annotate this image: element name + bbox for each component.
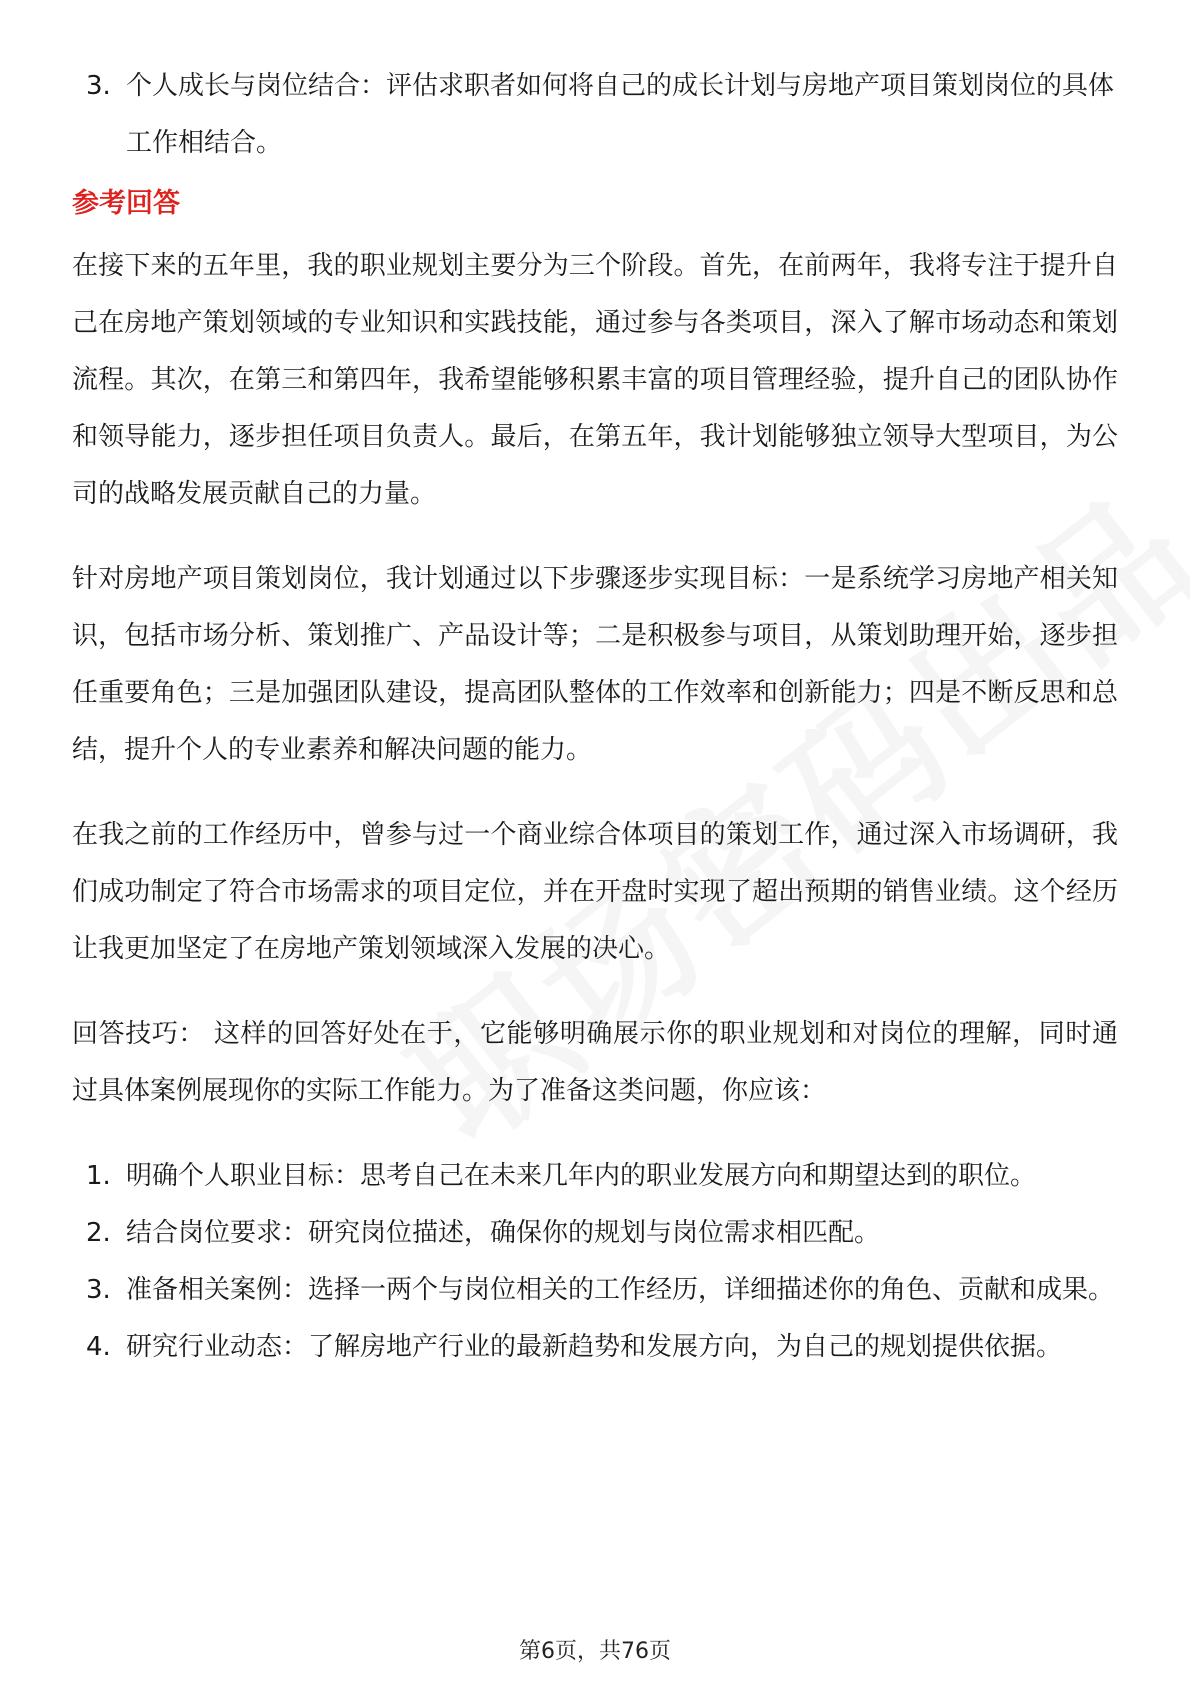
list-text: 明确个人职业目标：思考自己在未来几年内的职业发展方向和期望达到的职位。 — [126, 1161, 1037, 1191]
list-number: 3. — [86, 71, 111, 101]
tips-paragraph: 回答技巧： 这样的回答好处在于，它能够明确展示你的职业规划和对岗位的理解，同时通过具体案例展现你的实际工作能力。为了准备这类问题，你应该： — [72, 1019, 1118, 1106]
list-text: 准备相关案例：选择一两个与岗位相关的工作经历，详细描述你的角色、贡献和成果。 — [126, 1275, 1115, 1305]
answer-paragraph: 针对房地产项目策划岗位，我计划通过以下步骤逐步实现目标：一是系统学习房地产相关知识，包括市场分析、策划推广、产品设计等；二是积极参与项目，从策划助理开始，逐步担任重要角色；三是加强团队建设，提高团队整体的工作效率和创新能力；四是不断反思和总结，提升个人的专业素养和解决问题的能力。 — [72, 564, 1118, 765]
tips-list — [72, 1148, 1118, 1376]
page-content — [72, 58, 1118, 1376]
list-item — [72, 1262, 1118, 1319]
list-item — [72, 1148, 1118, 1205]
section-heading: 参考回答 — [72, 188, 180, 219]
answer-paragraph: 在接下来的五年里，我的职业规划主要分为三个阶段。首先，在前两年，我将专注于提升自己在房地产策划领域的专业知识和实践技能，通过参与各类项目，深入了解市场动态和策划流程。其次，在第三和第四年，我希望能够积累丰富的项目管理经验，提升自己的团队协作和领导能力，逐步担任项目负责人。最后，在第五年，我计划能够独立领导大型项目，为公司的战略发展贡献自己的力量。 — [72, 251, 1118, 509]
criteria-list — [72, 58, 1118, 172]
list-item — [72, 1205, 1118, 1262]
list-number: 1. — [86, 1161, 111, 1191]
list-text: 结合岗位要求：研究岗位描述，确保你的规划与岗位需求相匹配。 — [126, 1218, 881, 1248]
list-item — [72, 1319, 1118, 1376]
list-text: 个人成长与岗位结合：评估求职者如何将自己的成长计划与房地产项目策划岗位的具体工作相结合。 — [126, 71, 1115, 158]
list-number: 4. — [86, 1332, 111, 1362]
list-number: 3. — [86, 1275, 111, 1305]
list-item — [72, 58, 1118, 172]
list-number: 2. — [86, 1218, 111, 1248]
answer-paragraph: 在我之前的工作经历中，曾参与过一个商业综合体项目的策划工作，通过深入市场调研，我们成功制定了符合市场需求的项目定位，并在开盘时实现了超出预期的销售业绩。这个经历让我更加坚定了在房地产策划领域深入发展的决心。 — [72, 820, 1118, 964]
page-number: 第6页，共76页 — [519, 1639, 671, 1664]
list-text: 研究行业动态：了解房地产行业的最新趋势和发展方向，为自己的规划提供依据。 — [126, 1332, 1063, 1362]
